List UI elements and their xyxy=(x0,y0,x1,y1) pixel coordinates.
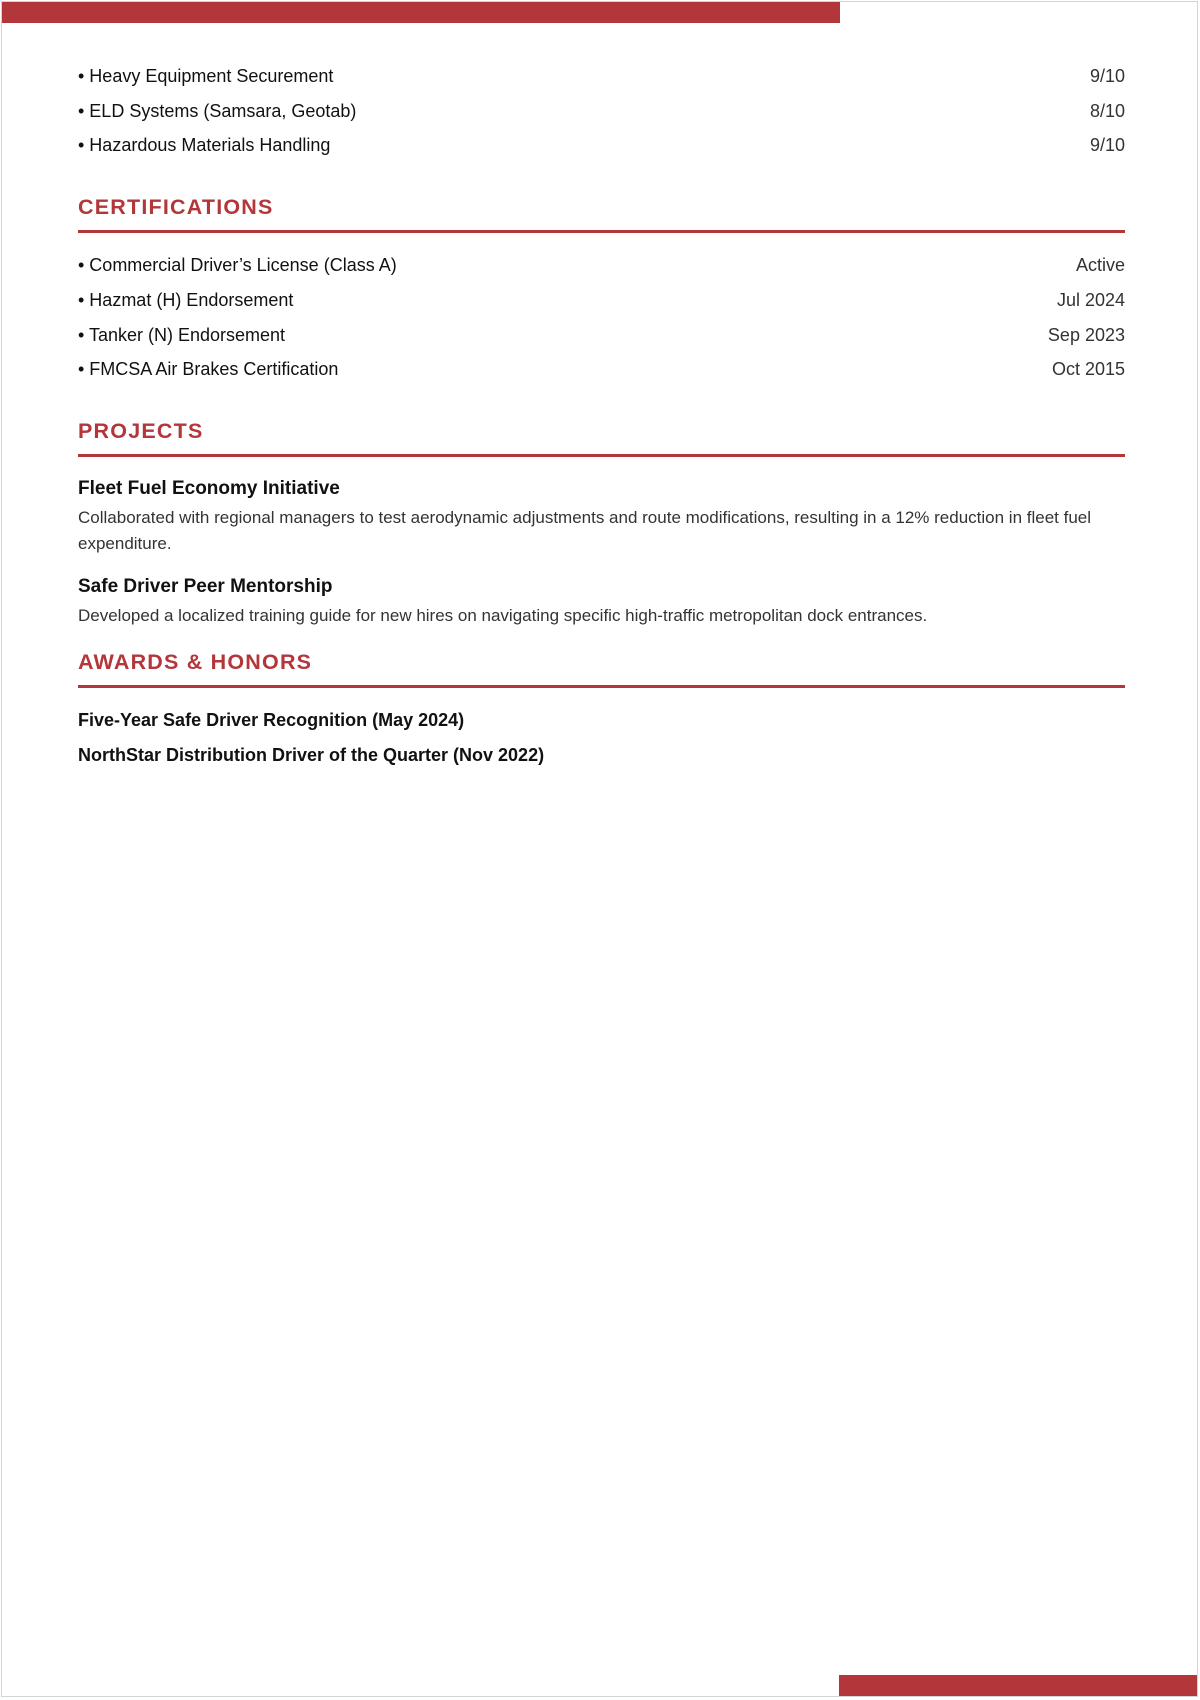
projects-heading: PROJECTS xyxy=(78,419,204,444)
awards-heading: AWARDS & HONORS xyxy=(78,650,313,675)
projects-section xyxy=(78,418,1125,629)
section-divider xyxy=(78,685,1125,688)
skill-row xyxy=(78,99,1125,123)
skills-list xyxy=(78,64,1125,157)
project-description: Developed a localized training guide for new hires on navigating specific high-traffic metropolitan dock entrances. xyxy=(78,606,928,626)
skill-name: • ELD Systems (Samsara, Geotab) xyxy=(78,100,357,121)
skill-rating: 8/10 xyxy=(1089,100,1125,121)
skill-name: • Heavy Equipment Securement xyxy=(78,66,334,86)
certification-date: Sep 2023 xyxy=(1047,324,1125,345)
bottom-accent-bar xyxy=(839,1675,1197,1696)
certifications-heading: CERTIFICATIONS xyxy=(78,195,274,220)
certification-row xyxy=(78,253,1125,277)
resume-page xyxy=(1,1,1198,1697)
certification-name: • Hazmat (H) Endorsement xyxy=(78,290,294,311)
certification-date: Jul 2024 xyxy=(1056,290,1125,311)
project-title: Fleet Fuel Economy Initiative xyxy=(78,478,340,500)
certifications-section xyxy=(78,194,1125,381)
certification-name: • FMCSA Air Brakes Certification xyxy=(78,359,339,380)
skill-rating: 9/10 xyxy=(1089,135,1125,156)
certification-row xyxy=(78,323,1125,347)
project-description: Collaborated with regional managers to test aerodynamic adjustments and route modifications, resulting in a 12% reduction in fleet fuel expenditure. xyxy=(78,508,1092,554)
skill-rating: 9/10 xyxy=(1089,66,1125,86)
skill-name: • Hazardous Materials Handling xyxy=(78,135,331,156)
award-item: NorthStar Distribution Driver of the Quarter (Nov 2022) xyxy=(78,745,545,766)
skill-row xyxy=(78,133,1125,157)
award-item: Five-Year Safe Driver Recognition (May 2024) xyxy=(78,710,465,731)
section-divider xyxy=(78,230,1125,233)
top-accent-bar xyxy=(2,2,840,23)
certification-name: • Tanker (N) Endorsement xyxy=(78,324,286,345)
awards-section xyxy=(78,649,1125,767)
resume-content xyxy=(78,64,1125,778)
section-divider xyxy=(78,454,1125,457)
certification-row xyxy=(78,357,1125,381)
project-item xyxy=(78,575,1125,629)
certification-status: Active xyxy=(1075,255,1125,276)
project-title: Safe Driver Peer Mentorship xyxy=(78,576,333,598)
project-item xyxy=(78,477,1125,557)
skill-row xyxy=(78,64,1125,88)
certification-date: Oct 2015 xyxy=(1051,359,1125,380)
certification-name: • Commercial Driver’s License (Class A) xyxy=(78,255,397,276)
certification-row xyxy=(78,288,1125,312)
